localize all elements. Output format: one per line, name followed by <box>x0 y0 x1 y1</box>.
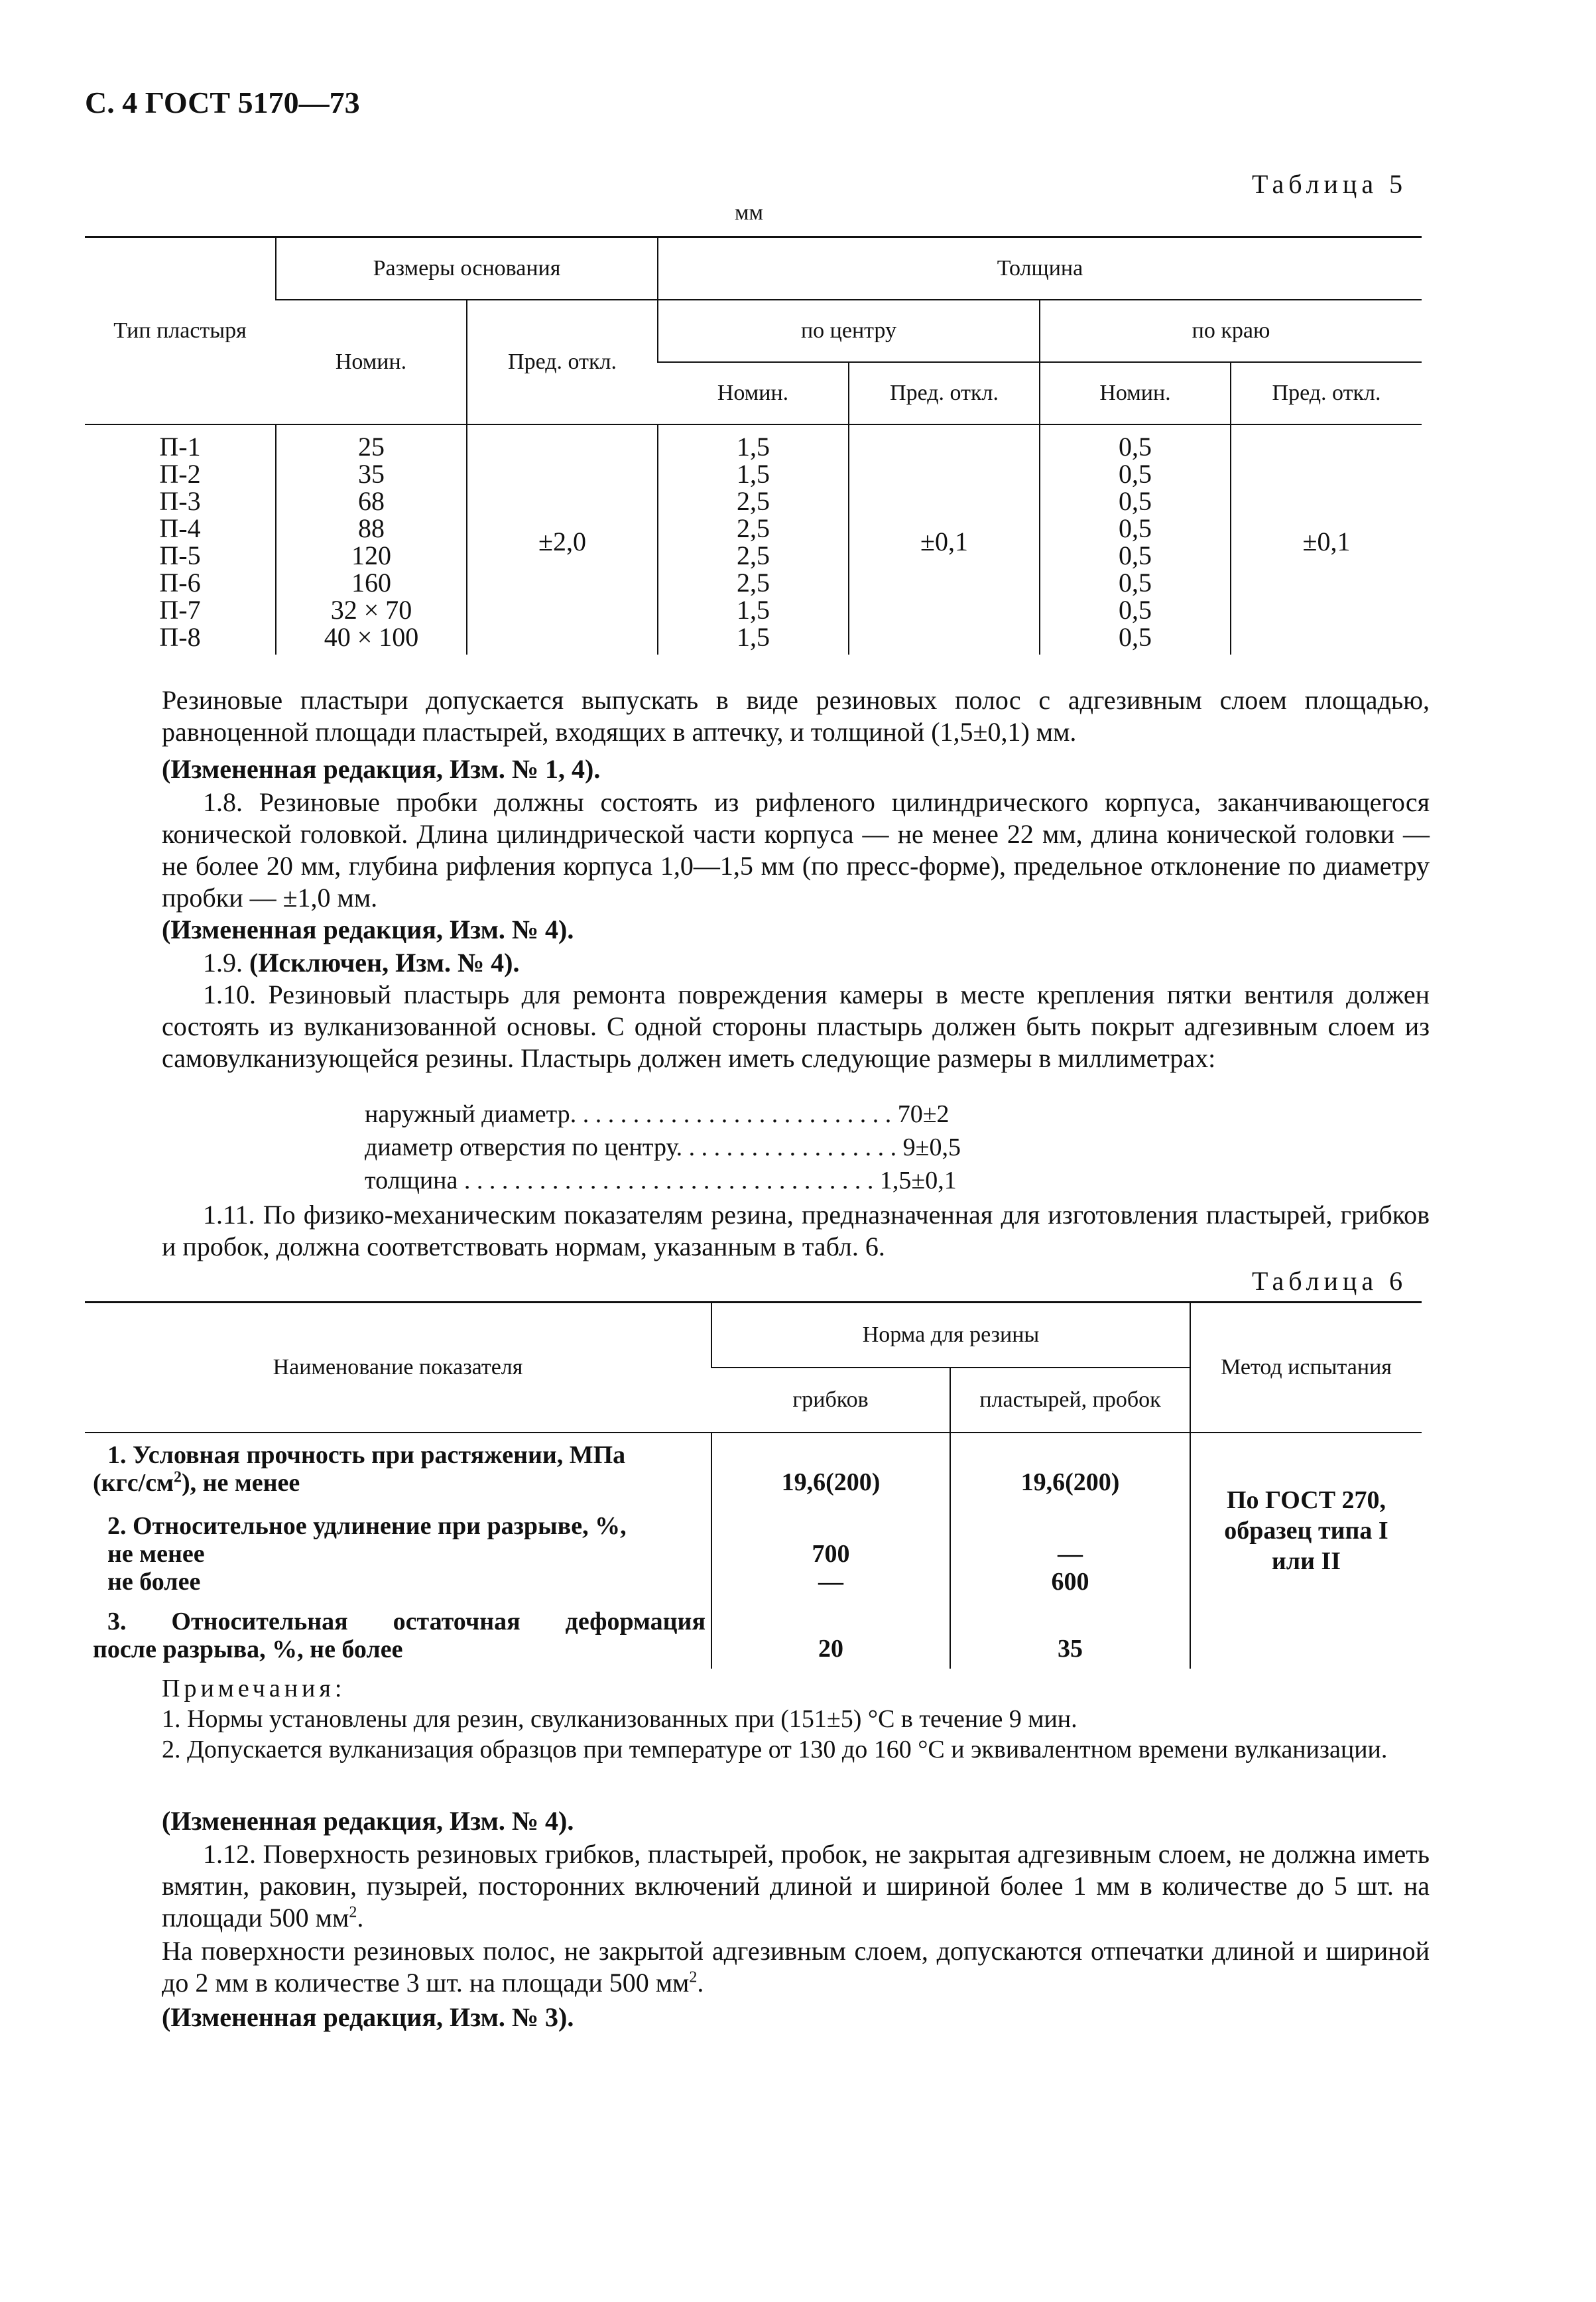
para-1-12-end: . <box>357 1903 364 1933</box>
row-strength-line1: 1. Условная прочность при растяжении, МПа <box>107 1441 626 1469</box>
cell-max: — <box>818 1567 843 1596</box>
cell-base-nom: 120 <box>351 540 391 570</box>
method-line: или II <box>1271 1547 1341 1575</box>
row-elongation-min: не менее <box>107 1539 205 1568</box>
th-mushrooms: грибков <box>711 1368 950 1433</box>
para-strips-surface <box>162 1935 1430 1999</box>
method-line: образец типа I <box>1224 1517 1388 1545</box>
row-strength-line2 <box>93 1469 706 1497</box>
para-1-12 <box>162 1838 1430 1934</box>
th-edge: по краю <box>1040 300 1422 362</box>
th-center: по центру <box>658 300 1040 362</box>
page-header: С. 4 ГОСТ 5170—73 <box>85 86 360 119</box>
dim-label: наружный диаметр <box>365 1100 570 1128</box>
para-1-12-text: 1.12. Поверхность резиновых грибков, пластырей, пробок, не закрытая адгезивным слоем, не должна иметь вмятин, раковин, пузырей, посторонних включений длиной и шириной более 1 мм в количестве до 5 шт. на площади 500 мм <box>162 1839 1430 1933</box>
cell-type: П-7 <box>159 594 201 625</box>
cell-center-nom: 2,5 <box>737 567 770 598</box>
para-1-9-number: 1.9. <box>203 948 243 978</box>
cell-type: П-5 <box>159 540 201 570</box>
para-strips-surface-text: На поверхности резиновых полос, не закрытой адгезивным слоем, допускаются отпечатки длиной и шириной до 2 мм в количестве 3 шт. на площади 500 мм <box>162 1936 1430 1998</box>
dim-label: толщина <box>365 1167 458 1194</box>
th-indicator: Наименование показателя <box>85 1303 711 1433</box>
para-1-9 <box>203 947 1471 979</box>
para-strips-surface-end: . <box>697 1968 704 1998</box>
row-strength-unit: (кгс/см <box>93 1469 174 1497</box>
cell-center-nom: 1,5 <box>737 458 770 489</box>
cell-min: — <box>1058 1539 1083 1568</box>
row-strength-sup: 2 <box>173 1468 182 1486</box>
cell-type: П-8 <box>159 621 201 652</box>
amendment-3: (Измененная редакция, Изм. № 3). <box>162 2002 574 2032</box>
th-edge-nom: Номин. <box>1040 362 1231 424</box>
cell-method <box>1190 1433 1422 1669</box>
th-center-dev: Пред. откл. <box>849 362 1040 424</box>
notes-title: Примечания: <box>162 1675 346 1702</box>
para-1-10: 1.10. Резиновый пластырь для ремонта повреждения камеры в месте крепления пятки вентиля должен состоять из вулканизованной основы. С одной стороны пластырь должен быть покрыт адгезивным слоем из самовулканизующейся резины. Пластырь должен иметь следующие размеры в миллиметрах: <box>162 980 1430 1073</box>
th-patches: пластырей, пробок <box>950 1368 1190 1433</box>
cell-edge-nom: 0,5 <box>1119 594 1152 625</box>
dim-hole-diameter: диаметр отверстия по центру. . . . . . . . . . . . . . . . . . 9±0,5 <box>365 1133 961 1161</box>
row-strength-label <box>85 1433 711 1505</box>
row-deformation-label <box>85 1602 711 1669</box>
cell-edge-nom: 0,5 <box>1119 431 1152 462</box>
cell-base-nom: 40 × 100 <box>324 621 419 652</box>
table5 <box>85 236 1422 655</box>
col-base-nom <box>276 424 467 655</box>
method-line: По ГОСТ 270, <box>1226 1486 1386 1514</box>
table5-unit: мм <box>735 200 764 225</box>
row-elongation-line1: 2. Относительное удлинение при разрыве, %, <box>107 1511 627 1540</box>
cell-center-nom: 2,5 <box>737 485 770 516</box>
para-strips: Резиновые пластыри допускается выпускать в виде резиновых полос с адгезивным слоем площадью, равноценной площади пластырей, входящих в аптечку, и толщиной (1,5±0,1) мм. <box>162 685 1430 747</box>
amendment-4-b: (Измененная редакция, Изм. № 4). <box>162 1806 574 1836</box>
table5-caption: Таблица 5 <box>1252 169 1408 199</box>
dim-thickness: толщина . . . . . . . . . . . . . . . . . . . . . . . . . . . . . . . . . 1,5±0,1 <box>365 1167 957 1194</box>
cell-edge-nom: 0,5 <box>1119 621 1152 652</box>
para-1-8: 1.8. Резиновые пробки должны состоять из рифленого цилиндрического корпуса, заканчивающегося конической головкой. Длина цилиндрической части корпуса — не менее 22 мм, длина конической головки — не более 20 мм, глубина рифления корпуса 1,0—1,5 мм (по пресс-форме), предельное отклонение по диаметру пробки — ±1,0 мм. <box>162 787 1430 913</box>
cell-base-nom: 35 <box>358 458 385 489</box>
th-type: Тип пластыря <box>85 237 276 424</box>
cell-type: П-4 <box>159 513 201 543</box>
cell-edge-nom: 0,5 <box>1119 513 1152 543</box>
th-base: Размеры основания <box>276 237 658 300</box>
note-1: 1. Нормы установлены для резин, свулканизованных при (151±5) °С в течение 9 мин. <box>162 1705 1077 1733</box>
para-1-9-excluded: (Исключен, Изм. № 4). <box>249 948 520 978</box>
para-1-12-sup: 2 <box>349 1903 357 1921</box>
cell-type: П-6 <box>159 567 201 598</box>
para-strips-surface-sup: 2 <box>689 1968 698 1986</box>
cell-edge-nom: 0,5 <box>1119 567 1152 598</box>
cell-center-nom: 1,5 <box>737 621 770 652</box>
cell-base-dev: ±2,0 <box>467 424 658 655</box>
table6 <box>85 1301 1422 1669</box>
cell-edge-nom: 0,5 <box>1119 485 1152 516</box>
row-strength-mushroom: 19,6(200) <box>711 1433 950 1505</box>
cell-type: П-1 <box>159 431 201 462</box>
row-deformation-patch: 35 <box>950 1602 1190 1669</box>
cell-edge-nom: 0,5 <box>1119 458 1152 489</box>
dim-label: диаметр отверстия по центру <box>365 1133 676 1161</box>
row-deformation-line2: после разрыва, %, не более <box>93 1635 403 1663</box>
cell-type: П-2 <box>159 458 201 489</box>
cell-min: 700 <box>812 1539 850 1568</box>
th-center-nom: Номин. <box>658 362 849 424</box>
cell-center-dev: ±0,1 <box>849 424 1040 655</box>
col-center-nom <box>658 424 849 655</box>
col-edge-nom <box>1040 424 1231 655</box>
cell-base-nom: 88 <box>358 513 385 543</box>
col-types <box>85 424 276 655</box>
cell-base-nom: 160 <box>351 567 391 598</box>
th-method: Метод испытания <box>1190 1303 1422 1433</box>
note-2: 2. Допускается вулканизация образцов при температуре от 130 до 160 °С и эквивалентном времени вулканизации. <box>162 1736 1388 1763</box>
cell-center-nom: 1,5 <box>737 431 770 462</box>
th-edge-dev: Пред. откл. <box>1231 362 1422 424</box>
cell-center-nom: 2,5 <box>737 540 770 570</box>
cell-edge-dev: ±0,1 <box>1231 424 1422 655</box>
amendment-1-4: (Измененная редакция, Изм. № 1, 4). <box>162 754 601 784</box>
th-norm: Норма для резины <box>711 1303 1190 1368</box>
cell-center-nom: 1,5 <box>737 594 770 625</box>
cell-base-nom: 25 <box>358 431 385 462</box>
dim-value: 1,5±0,1 <box>879 1167 957 1194</box>
amendment-4-a: (Измененная редакция, Изм. № 4). <box>162 915 574 944</box>
row-elongation-mushroom <box>711 1505 950 1602</box>
cell-edge-nom: 0,5 <box>1119 540 1152 570</box>
th-base-dev: Пред. откл. <box>467 300 658 424</box>
cell-type: П-3 <box>159 485 201 516</box>
cell-max: 600 <box>1051 1567 1089 1596</box>
table6-caption: Таблица 6 <box>1252 1266 1408 1296</box>
dim-value: 70±2 <box>897 1100 950 1128</box>
row-elongation-max: не более <box>107 1567 201 1596</box>
cell-center-nom: 2,5 <box>737 513 770 543</box>
row-elongation-label <box>85 1505 711 1602</box>
row-elongation-patch <box>950 1505 1190 1602</box>
cell-base-nom: 68 <box>358 485 385 516</box>
dim-outer-diameter: наружный диаметр. . . . . . . . . . . . . . . . . . . . . . . . . . 70±2 <box>365 1100 950 1128</box>
row-deformation-line1: 3. Относительная остаточная деформация <box>107 1607 706 1635</box>
dim-value: 9±0,5 <box>902 1133 961 1161</box>
row-strength-patch: 19,6(200) <box>950 1433 1190 1505</box>
cell-base-nom: 32 × 70 <box>330 594 412 625</box>
row-strength-tail: ), не менее <box>181 1469 300 1497</box>
th-base-nom: Номин. <box>276 300 467 424</box>
row-deformation-mushroom: 20 <box>711 1602 950 1669</box>
th-thickness: Толщина <box>658 237 1422 300</box>
para-1-11: 1.11. По физико-механическим показателям резина, предназначенная для изготовления пластырей, грибков и пробок, должна соответствовать нормам, указанным в табл. 6. <box>162 1200 1430 1261</box>
